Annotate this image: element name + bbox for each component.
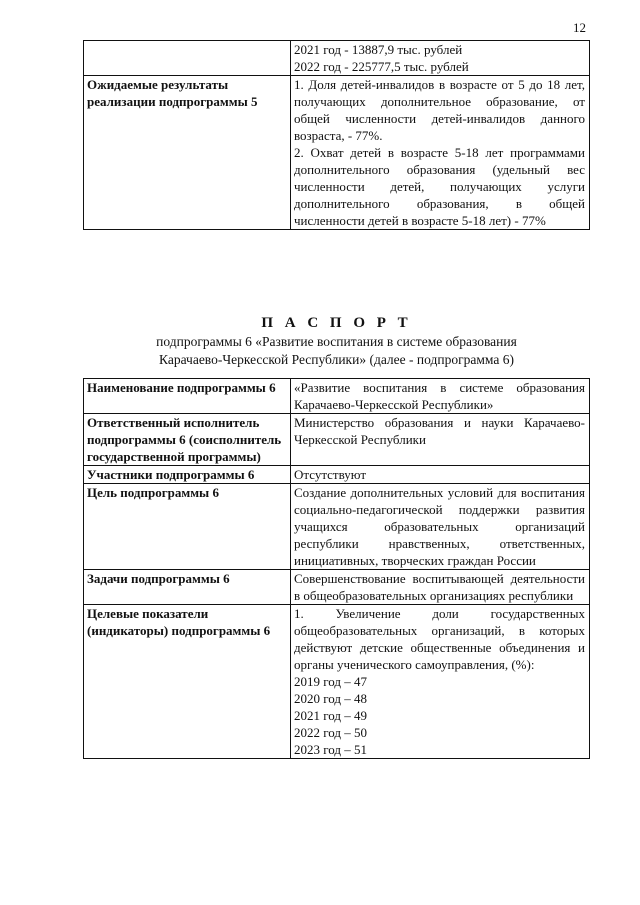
row-label: Участники подпрограммы 6 [84, 466, 291, 484]
row-value: Совершенствование воспитывающей деятельности в общеобразовательных организациях республики [291, 570, 590, 605]
table-row [84, 466, 590, 484]
page-number: 12 [573, 20, 586, 35]
row-value: Отсутствуют [291, 466, 590, 484]
table-row [84, 605, 590, 759]
passport-subtitle: Карачаево-Черкесской Республики» (далее - подпрограмма 6) [159, 352, 514, 367]
passport-title: П А С П О Р Т [261, 315, 412, 331]
expected-results-label: Ожидаемые результаты реализации подпрограммы 5 [84, 76, 291, 230]
row-value: Создание дополнительных условий для воспитания социально-педагогической поддержки развития учащихся образовательных организаций республики нравственных, ответственных, инициативных, творческих граждан России [291, 484, 590, 570]
row-value [291, 605, 590, 759]
table-row [84, 414, 590, 466]
row-label: Наименование подпрограммы 6 [84, 379, 291, 414]
indicator-year: 2022 год – 50 [294, 725, 367, 740]
table-cell-label [84, 41, 291, 76]
funding-line: 2022 год - 225777,5 тыс. рублей [294, 59, 469, 74]
subprogram-5-table [83, 40, 590, 230]
indicator-year: 2019 год – 47 [294, 674, 367, 689]
table-row [84, 76, 590, 230]
table-row [84, 570, 590, 605]
row-value: Министерство образования и науки Карачаево-Черкесской Республики [291, 414, 590, 466]
expected-results-value [291, 76, 590, 230]
table-row [84, 41, 590, 76]
indicator-year: 2020 год – 48 [294, 691, 367, 706]
passport-subtitle: подпрограммы 6 «Развитие воспитания в системе образования [156, 334, 517, 349]
table-row [84, 379, 590, 414]
indicator-year: 2021 год – 49 [294, 708, 367, 723]
table-row [84, 484, 590, 570]
table-cell-value [291, 41, 590, 76]
row-value: «Развитие воспитания в системе образования Карачаево-Черкесской Республики» [291, 379, 590, 414]
expected-result-item: 1. Доля детей-инвалидов в возрасте от 5 до 18 лет, получающих дополнительное образование, от общей численности детей-инвалидов данного возраста, - 77%. [294, 77, 585, 143]
indicator-year: 2023 год – 51 [294, 742, 367, 757]
row-label: Цель подпрограммы 6 [84, 484, 291, 570]
indicator-description: 1. Увеличение доли государственных общеобразовательных организаций, в которых действуют детские общественные объединения и органы ученического самоуправления, (%): [294, 606, 585, 672]
row-label: Целевые показатели (индикаторы) подпрограммы 6 [84, 605, 291, 759]
passport-table [83, 378, 590, 759]
expected-result-item: 2. Охват детей в возрасте 5-18 лет программами дополнительного образования (удельный вес численности детей, получающих услуги дополнительного образования, в общей численности детей в возрасте 5-18 лет) - 77% [294, 145, 585, 228]
funding-line: 2021 год - 13887,9 тыс. рублей [294, 42, 463, 57]
row-label: Ответственный исполнитель подпрограммы 6 (соисполнитель государственной программы) [84, 414, 291, 466]
row-label: Задачи подпрограммы 6 [84, 570, 291, 605]
